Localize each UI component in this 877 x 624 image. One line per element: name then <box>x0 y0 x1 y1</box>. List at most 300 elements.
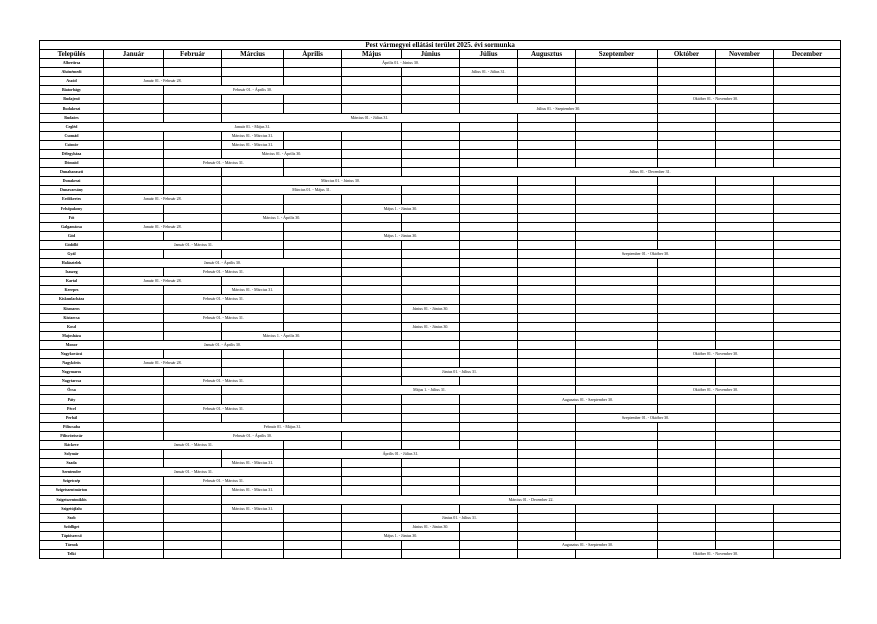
month-cell <box>104 477 164 486</box>
settlement-name: Szentendre <box>40 468 104 477</box>
month-cell <box>222 531 284 540</box>
month-cell <box>222 413 284 422</box>
table-row <box>40 222 841 231</box>
month-cell <box>576 304 658 313</box>
month-cell <box>402 213 460 222</box>
month-cell <box>576 522 658 531</box>
table-row <box>40 440 841 449</box>
settlement-name: Felsőpakony <box>40 204 104 213</box>
month-cell <box>576 422 658 431</box>
table-title: Pest vármegyei ellátási terület 2025. évi sormunka <box>40 41 841 50</box>
month-cell <box>658 77 716 86</box>
month-cell <box>716 268 774 277</box>
month-cell <box>658 504 716 513</box>
month-cell <box>518 450 576 459</box>
month-cell <box>342 159 402 168</box>
month-cell <box>576 113 658 122</box>
month-cell <box>104 395 164 404</box>
month-cell <box>342 331 402 340</box>
period-bar: Július 01. - Szeptember 30. <box>460 104 658 113</box>
month-cell <box>658 286 716 295</box>
table-row <box>40 104 841 113</box>
month-cell <box>576 377 658 386</box>
month-cell <box>284 540 342 549</box>
month-cell <box>658 86 716 95</box>
month-cell <box>222 68 284 77</box>
month-cell <box>576 213 658 222</box>
month-cell <box>576 477 658 486</box>
settlement-name: Budakeszi <box>40 104 104 113</box>
month-cell <box>284 204 342 213</box>
table-row <box>40 550 841 559</box>
month-cell <box>164 213 222 222</box>
month-cell <box>284 477 342 486</box>
month-cell <box>460 122 518 131</box>
month-cell <box>342 440 402 449</box>
table-row <box>40 531 841 540</box>
month-cell <box>284 350 342 359</box>
table-row <box>40 504 841 513</box>
month-cell <box>402 413 460 422</box>
month-cell <box>658 113 716 122</box>
month-cell <box>164 368 222 377</box>
month-cell <box>402 149 460 158</box>
month-cell <box>774 468 841 477</box>
month-cell <box>716 468 774 477</box>
month-cell <box>658 268 716 277</box>
settlement-name: Szigetújfalu <box>40 504 104 513</box>
month-cell <box>342 522 402 531</box>
month-cell <box>104 422 164 431</box>
month-cell <box>518 295 576 304</box>
period-bar: Július 01. - December 31. <box>460 168 841 177</box>
month-cell <box>402 550 460 559</box>
month-cell <box>164 522 222 531</box>
month-cell <box>716 77 774 86</box>
month-cell <box>164 450 222 459</box>
month-cell <box>222 359 284 368</box>
month-cell <box>716 522 774 531</box>
month-cell <box>342 259 402 268</box>
month-cell <box>716 159 774 168</box>
month-cell <box>104 104 164 113</box>
month-cell <box>460 395 518 404</box>
period-bar: Június 01. - Július 31. <box>402 513 518 522</box>
month-cell <box>716 295 774 304</box>
month-cell <box>518 404 576 413</box>
month-cell <box>518 486 576 495</box>
month-cell <box>576 286 658 295</box>
settlement-name: Nagytarcsa <box>40 377 104 386</box>
month-cell <box>164 513 222 522</box>
table-row <box>40 495 841 504</box>
month-cell <box>164 331 222 340</box>
month-cell <box>342 140 402 149</box>
month-cell <box>460 331 518 340</box>
table-row <box>40 513 841 522</box>
month-cell <box>774 431 841 440</box>
period-bar: Február 01. - Március 31. <box>164 268 284 277</box>
month-cell <box>460 159 518 168</box>
column-header-month: December <box>774 50 841 59</box>
month-cell <box>518 86 576 95</box>
month-cell <box>342 149 402 158</box>
month-cell <box>576 404 658 413</box>
table-row <box>40 131 841 140</box>
month-cell <box>402 404 460 413</box>
month-cell <box>774 268 841 277</box>
month-cell <box>774 186 841 195</box>
month-cell <box>342 504 402 513</box>
month-cell <box>518 340 576 349</box>
month-cell <box>284 140 342 149</box>
month-cell <box>402 350 460 359</box>
month-cell <box>402 486 460 495</box>
month-cell <box>658 313 716 322</box>
table-row <box>40 404 841 413</box>
month-cell <box>402 504 460 513</box>
month-cell <box>460 413 518 422</box>
month-cell <box>518 304 576 313</box>
month-cell <box>460 195 518 204</box>
month-cell <box>222 513 284 522</box>
month-cell <box>104 331 164 340</box>
month-cell <box>284 168 342 177</box>
settlement-name: Sződliget <box>40 522 104 531</box>
month-cell <box>164 395 222 404</box>
settlement-name: Gyál <box>40 249 104 258</box>
month-cell <box>284 522 342 531</box>
month-cell <box>460 313 518 322</box>
period-bar: Június 01. - Június 30. <box>402 304 460 313</box>
month-cell <box>104 59 164 68</box>
month-cell <box>104 431 164 440</box>
table-row <box>40 68 841 77</box>
month-cell <box>658 359 716 368</box>
month-cell <box>164 186 222 195</box>
month-cell <box>774 368 841 377</box>
month-cell <box>774 422 841 431</box>
month-cell <box>342 377 402 386</box>
month-cell <box>716 104 774 113</box>
table-row <box>40 168 841 177</box>
period-bar: Február 01. - Március 31. <box>164 377 284 386</box>
month-cell <box>576 431 658 440</box>
settlement-name: Kerepes <box>40 286 104 295</box>
month-cell <box>518 249 576 258</box>
period-bar: Január 01. - Március 31. <box>104 240 284 249</box>
month-cell <box>460 322 518 331</box>
month-cell <box>518 531 576 540</box>
month-cell <box>518 350 576 359</box>
month-cell <box>104 113 164 122</box>
month-cell <box>658 340 716 349</box>
month-cell <box>460 531 518 540</box>
table-row <box>40 177 841 186</box>
month-cell <box>658 459 716 468</box>
settlement-name: Solymár <box>40 450 104 459</box>
month-cell <box>518 477 576 486</box>
month-cell <box>222 104 284 113</box>
month-cell <box>658 204 716 213</box>
month-cell <box>518 386 576 395</box>
period-bar: Március 1. - Április 30. <box>222 213 342 222</box>
month-cell <box>284 504 342 513</box>
settlement-name: Kosd <box>40 322 104 331</box>
month-cell <box>460 440 518 449</box>
month-cell <box>576 186 658 195</box>
month-cell <box>576 386 658 395</box>
month-cell <box>222 304 284 313</box>
month-cell <box>284 440 342 449</box>
month-cell <box>342 404 402 413</box>
month-cell <box>402 186 460 195</box>
month-cell <box>774 68 841 77</box>
month-cell <box>164 540 222 549</box>
month-cell <box>342 313 402 322</box>
month-cell <box>716 186 774 195</box>
month-cell <box>518 186 576 195</box>
month-cell <box>658 213 716 222</box>
month-cell <box>774 222 841 231</box>
period-bar: Október 01. - November 30. <box>658 386 774 395</box>
month-cell <box>774 322 841 331</box>
month-cell <box>774 477 841 486</box>
period-bar: Január 01. - Május 31. <box>104 122 402 131</box>
month-cell <box>342 95 402 104</box>
table-row <box>40 313 841 322</box>
month-cell <box>716 231 774 240</box>
settlement-name: Kistarcsa <box>40 313 104 322</box>
month-cell <box>460 540 518 549</box>
month-cell <box>402 195 460 204</box>
settlement-name: Dunaharaszti <box>40 168 104 177</box>
month-cell <box>774 113 841 122</box>
month-cell <box>658 404 716 413</box>
month-cell <box>576 468 658 477</box>
month-cell <box>774 413 841 422</box>
column-header-month: Szeptember <box>576 50 658 59</box>
month-cell <box>402 249 460 258</box>
month-cell <box>222 204 284 213</box>
month-cell <box>774 522 841 531</box>
period-bar: Május 1. - Június 30. <box>342 231 460 240</box>
month-cell <box>716 59 774 68</box>
month-cell <box>576 459 658 468</box>
month-cell <box>342 86 402 95</box>
settlement-name: Ócsa <box>40 386 104 395</box>
table-row <box>40 195 841 204</box>
month-cell <box>284 377 342 386</box>
table-row <box>40 450 841 459</box>
month-cell <box>716 450 774 459</box>
month-cell <box>222 277 284 286</box>
month-cell <box>460 59 518 68</box>
month-cell <box>774 450 841 459</box>
column-header-settlement: Település <box>40 50 104 59</box>
month-cell <box>460 359 518 368</box>
month-cell <box>342 340 402 349</box>
month-cell <box>774 177 841 186</box>
month-cell <box>576 177 658 186</box>
table-row <box>40 59 841 68</box>
month-cell <box>774 59 841 68</box>
month-cell <box>658 477 716 486</box>
month-cell <box>104 313 164 322</box>
period-bar: Március 01. - Március 31. <box>222 286 284 295</box>
month-cell <box>716 504 774 513</box>
month-cell <box>518 322 576 331</box>
month-cell <box>342 486 402 495</box>
month-cell <box>460 286 518 295</box>
period-bar: Március 01. - Március 31. <box>222 140 284 149</box>
month-cell <box>576 550 658 559</box>
month-cell <box>716 131 774 140</box>
month-cell <box>460 377 518 386</box>
month-cell <box>402 104 460 113</box>
period-bar: Január 01. - Április 30. <box>104 259 342 268</box>
month-cell <box>658 240 716 249</box>
month-cell <box>518 77 576 86</box>
period-bar: Január 01. - Február 28. <box>104 195 222 204</box>
period-bar: Március 01. - Március 31. <box>222 459 284 468</box>
month-cell <box>716 240 774 249</box>
month-cell <box>716 331 774 340</box>
month-cell <box>774 504 841 513</box>
month-cell <box>658 222 716 231</box>
month-cell <box>284 459 342 468</box>
month-cell <box>402 86 460 95</box>
month-cell <box>774 122 841 131</box>
month-cell <box>658 513 716 522</box>
month-cell <box>284 95 342 104</box>
month-cell <box>518 131 576 140</box>
settlement-name: Majosháza <box>40 331 104 340</box>
month-cell <box>164 286 222 295</box>
month-cell <box>658 277 716 286</box>
period-bar: Március 01. - Március 31. <box>222 486 284 495</box>
month-cell <box>774 340 841 349</box>
settlement-name: Kiskunlacháza <box>40 295 104 304</box>
month-cell <box>774 440 841 449</box>
month-cell <box>342 168 402 177</box>
month-cell <box>658 304 716 313</box>
month-cell <box>518 140 576 149</box>
period-bar: Augusztus 01. - Szeptember 30. <box>518 540 658 549</box>
month-cell <box>460 86 518 95</box>
table-row <box>40 77 841 86</box>
month-cell <box>576 131 658 140</box>
month-cell <box>576 240 658 249</box>
month-cell <box>716 249 774 258</box>
month-cell <box>576 122 658 131</box>
month-cell <box>518 204 576 213</box>
month-cell <box>284 295 342 304</box>
month-cell <box>402 359 460 368</box>
month-cell <box>284 268 342 277</box>
month-cell <box>222 540 284 549</box>
month-cell <box>164 113 222 122</box>
month-cell <box>342 195 402 204</box>
month-cell <box>518 149 576 158</box>
month-cell <box>104 486 164 495</box>
settlement-name: Budaörs <box>40 113 104 122</box>
month-cell <box>774 295 841 304</box>
period-bar: Július 01. - Július 31. <box>460 68 518 77</box>
month-cell <box>284 277 342 286</box>
month-cell <box>518 368 576 377</box>
settlement-name: Szada <box>40 459 104 468</box>
month-cell <box>460 431 518 440</box>
month-cell <box>774 286 841 295</box>
month-cell <box>518 431 576 440</box>
month-cell <box>658 259 716 268</box>
month-cell <box>284 531 342 540</box>
period-bar: Február 01. - Március 31. <box>164 313 284 322</box>
month-cell <box>104 540 164 549</box>
settlement-name: Biatorbágy <box>40 86 104 95</box>
month-cell <box>342 350 402 359</box>
column-header-month: Július <box>460 50 518 59</box>
month-cell <box>518 113 576 122</box>
month-cell <box>716 222 774 231</box>
month-cell <box>460 268 518 277</box>
table-row <box>40 277 841 286</box>
month-cell <box>658 468 716 477</box>
period-bar: Március 01. - Március 31. <box>222 504 284 513</box>
month-cell <box>402 331 460 340</box>
column-header-month: Február <box>164 50 222 59</box>
month-cell <box>284 231 342 240</box>
settlement-name: Nagymaros <box>40 368 104 377</box>
schedule-sheet <box>39 40 822 593</box>
settlement-name: Kartal <box>40 277 104 286</box>
table-row <box>40 477 841 486</box>
month-cell <box>460 131 518 140</box>
month-cell <box>222 59 284 68</box>
column-header-month: Március <box>222 50 284 59</box>
settlement-name: Monor <box>40 340 104 349</box>
month-cell <box>658 140 716 149</box>
month-cell <box>716 486 774 495</box>
month-cell <box>658 322 716 331</box>
settlement-name: Szigetcsép <box>40 477 104 486</box>
month-cell <box>342 477 402 486</box>
month-cell <box>342 68 402 77</box>
month-cell <box>576 359 658 368</box>
settlement-name: Erdőkertes <box>40 195 104 204</box>
table-row <box>40 186 841 195</box>
month-cell <box>402 340 460 349</box>
settlement-name: Nagykovácsi <box>40 350 104 359</box>
month-cell <box>164 495 222 504</box>
month-cell <box>774 304 841 313</box>
month-cell <box>460 350 518 359</box>
month-cell <box>284 240 342 249</box>
month-cell <box>460 77 518 86</box>
month-cell <box>576 77 658 86</box>
month-cell <box>576 204 658 213</box>
settlement-name: Ráckeve <box>40 440 104 449</box>
month-cell <box>716 286 774 295</box>
month-cell <box>342 268 402 277</box>
month-cell <box>774 359 841 368</box>
month-cell <box>402 422 460 431</box>
month-cell <box>104 177 164 186</box>
month-cell <box>518 122 576 131</box>
table-row <box>40 231 841 240</box>
month-cell <box>518 240 576 249</box>
